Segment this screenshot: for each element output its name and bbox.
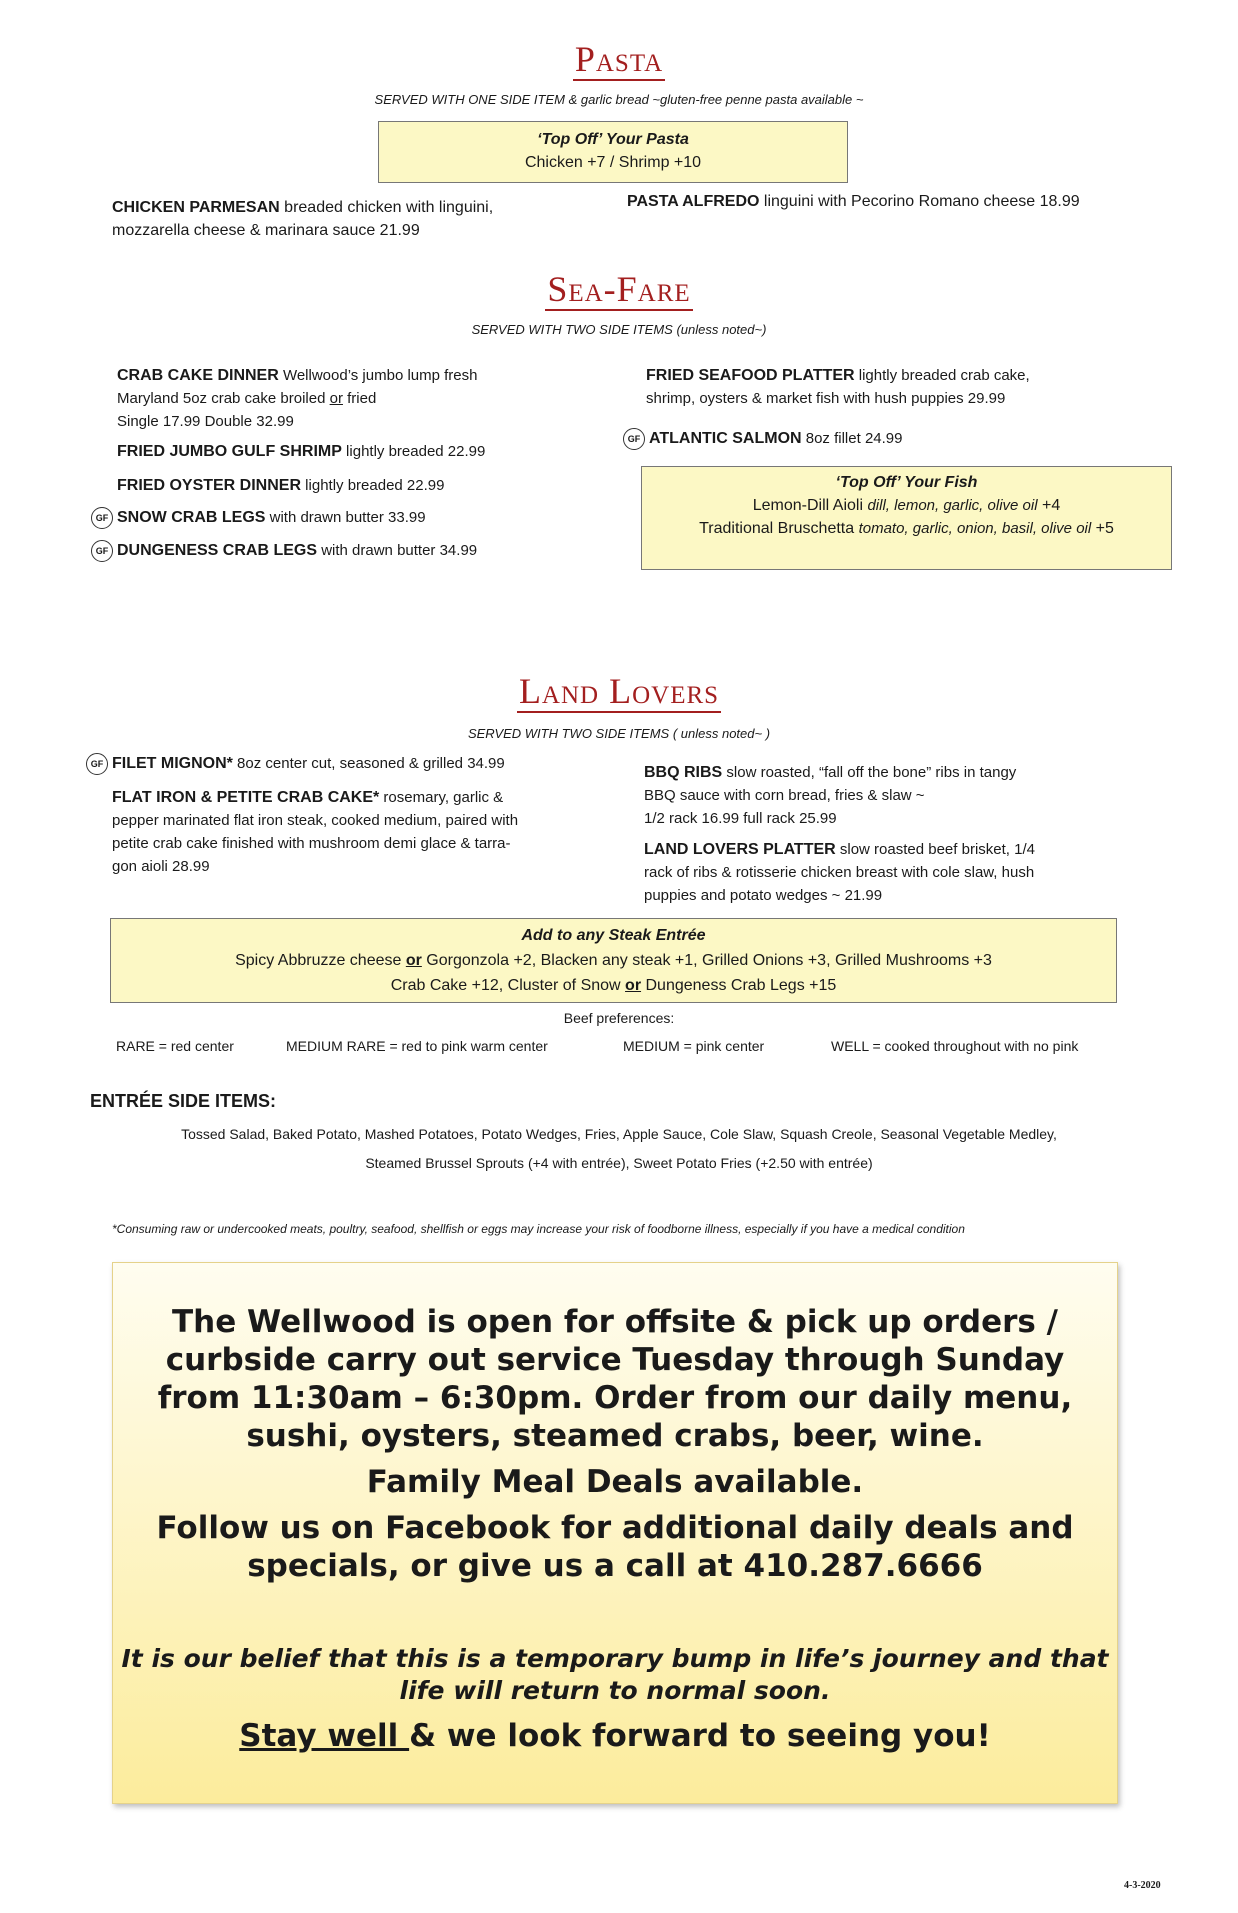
promo-stay-well: Stay well & we look forward to seeing you! xyxy=(239,1718,991,1754)
disclaimer: *Consuming raw or undercooked meats, poultry, seafood, shellfish or eggs may increase your risk of foodborne illness, especially if you have a medical condition xyxy=(112,1222,965,1236)
side-items-title: ENTRÉE SIDE ITEMS: xyxy=(90,1091,277,1111)
bbq-ribs-item: BBQ RIBS slow roasted, “fall off the bone” ribs in tangy BBQ sauce with corn bread, fries & slaw ~ 1/2 rack 16.99 full rack 25.99 xyxy=(644,764,1017,827)
fried-seafood-platter-item: FRIED SEAFOOD PLATTER lightly breaded crab cake, shrimp, oysters & market fish with hush puppies 29.99 xyxy=(646,367,1030,407)
seafare-title: Sea-Fare xyxy=(547,269,691,309)
gluten-free-icon: GF xyxy=(86,753,108,775)
crab-cake-dinner-item: CRAB CAKE DINNER Wellwood’s jumbo lump fresh Maryland 5oz crab cake broiled or fried Single 17.99 Double 32.99 xyxy=(117,367,478,430)
gluten-free-icon: GF xyxy=(623,428,645,450)
pasta-title: Pasta xyxy=(574,39,664,79)
steak-addon-line1: Spicy Abbruzze cheese or Gorgonzola +2, Blacken any steak +1, Grilled Onions +3, Grilled Mushrooms +3 xyxy=(235,952,992,969)
pasta-alfredo-item: PASTA ALFREDO linguini with Pecorino Romano cheese 18.99 xyxy=(627,193,1080,210)
land-lovers-title: Land Lovers xyxy=(518,671,720,711)
atlantic-salmon-item: GF ATLANTIC SALMON 8oz fillet 24.99 xyxy=(623,427,902,450)
chicken-parmesan-item: CHICKEN PARMESAN breaded chicken with linguini, mozzarella cheese & marinara sauce 21.99 xyxy=(112,199,494,239)
fried-oyster-item: FRIED OYSTER DINNER lightly breaded 22.99 xyxy=(117,477,445,494)
gluten-free-icon: GF xyxy=(91,540,113,562)
fish-topoff-box xyxy=(641,466,1172,570)
pasta-subtitle: SERVED WITH ONE SIDE ITEM & garlic bread ~gluten-free penne pasta available ~ xyxy=(374,92,864,107)
filet-mignon-item: GF FILET MIGNON* 8oz center cut, seasoned & grilled 34.99 xyxy=(86,752,505,775)
seafare-subtitle: SERVED WITH TWO SIDE ITEMS (unless noted~) xyxy=(471,322,767,337)
steak-addon-box xyxy=(110,918,1117,1003)
pref-medium: MEDIUM = pink center xyxy=(623,1038,765,1054)
fish-topoff-title: ‘Top Off’ Your Fish xyxy=(835,474,978,491)
side-items-line2: Steamed Brussel Sprouts (+4 with entrée), Sweet Potato Fries (+2.50 with entrée) xyxy=(365,1155,873,1171)
side-items-line1: Tossed Salad, Baked Potato, Mashed Potatoes, Potato Wedges, Fries, Apple Sauce, Cole Slaw, Squash Creole, Seasonal Vegetable Medley, xyxy=(181,1126,1057,1142)
pref-well: WELL = cooked throughout with no pink xyxy=(831,1038,1079,1054)
beef-preferences-title: Beef preferences: xyxy=(563,1010,675,1026)
land-lovers-platter-item: LAND LOVERS PLATTER slow roasted beef brisket, 1/4 rack of ribs & rotisserie chicken breast with cole slaw, hush puppies and potato wedges ~ 21.99 xyxy=(644,841,1035,904)
pasta-topoff-box xyxy=(378,121,848,183)
promo-belief: It is our belief that this is a temporary bump in life’s journey and that life will return to normal soon. xyxy=(121,1644,1109,1705)
steak-addon-line2: Crab Cake +12, Cluster of Snow or Dungeness Crab Legs +15 xyxy=(390,977,837,994)
land-lovers-subtitle: SERVED WITH TWO SIDE ITEMS ( unless noted~ ) xyxy=(467,726,771,741)
flat-iron-item: FLAT IRON & PETITE CRAB CAKE* rosemary, garlic & pepper marinated flat iron steak, cooked medium, paired with petite crab cake finished with mushroom demi glace & tarra- gon aioli 28.99 xyxy=(112,789,519,875)
snow-crab-item: GF SNOW CRAB LEGS with drawn butter 33.99 xyxy=(91,506,426,529)
promo-family-meals: Family Meal Deals available. xyxy=(366,1464,864,1500)
steak-addon-title: Add to any Steak Entrée xyxy=(521,927,706,944)
gluten-free-icon: GF xyxy=(91,507,113,529)
fried-shrimp-item: FRIED JUMBO GULF SHRIMP lightly breaded 22.99 xyxy=(117,443,486,460)
promo-facebook: Follow us on Facebook for additional daily deals and specials, or give us a call at 410.287.6666 xyxy=(156,1510,1074,1584)
date: 4-3-2020 xyxy=(1124,1880,1161,1891)
fish-topoff-line2: Traditional Bruschetta tomato, garlic, onion, basil, olive oil +5 xyxy=(699,520,1114,537)
pasta-topoff-title: ‘Top Off’ Your Pasta xyxy=(537,131,689,148)
fish-topoff-line1: Lemon-Dill Aioli dill, lemon, garlic, olive oil +4 xyxy=(752,497,1061,514)
pref-medium-rare: MEDIUM RARE = red to pink warm center xyxy=(286,1038,548,1054)
promo-box xyxy=(112,1262,1118,1804)
pref-rare: RARE = red center xyxy=(116,1038,234,1054)
promo-hours: The Wellwood is open for offsite & pick up orders / curbside carry out service Tuesday through Sunday from 11:30am – 6:30pm. Order from our daily menu, sushi, oysters, steamed crabs, beer, wine. xyxy=(157,1304,1073,1454)
pasta-topoff-text: Chicken +7 / Shrimp +10 xyxy=(524,154,702,171)
dungeness-crab-item: GF DUNGENESS CRAB LEGS with drawn butter 34.99 xyxy=(91,539,477,562)
